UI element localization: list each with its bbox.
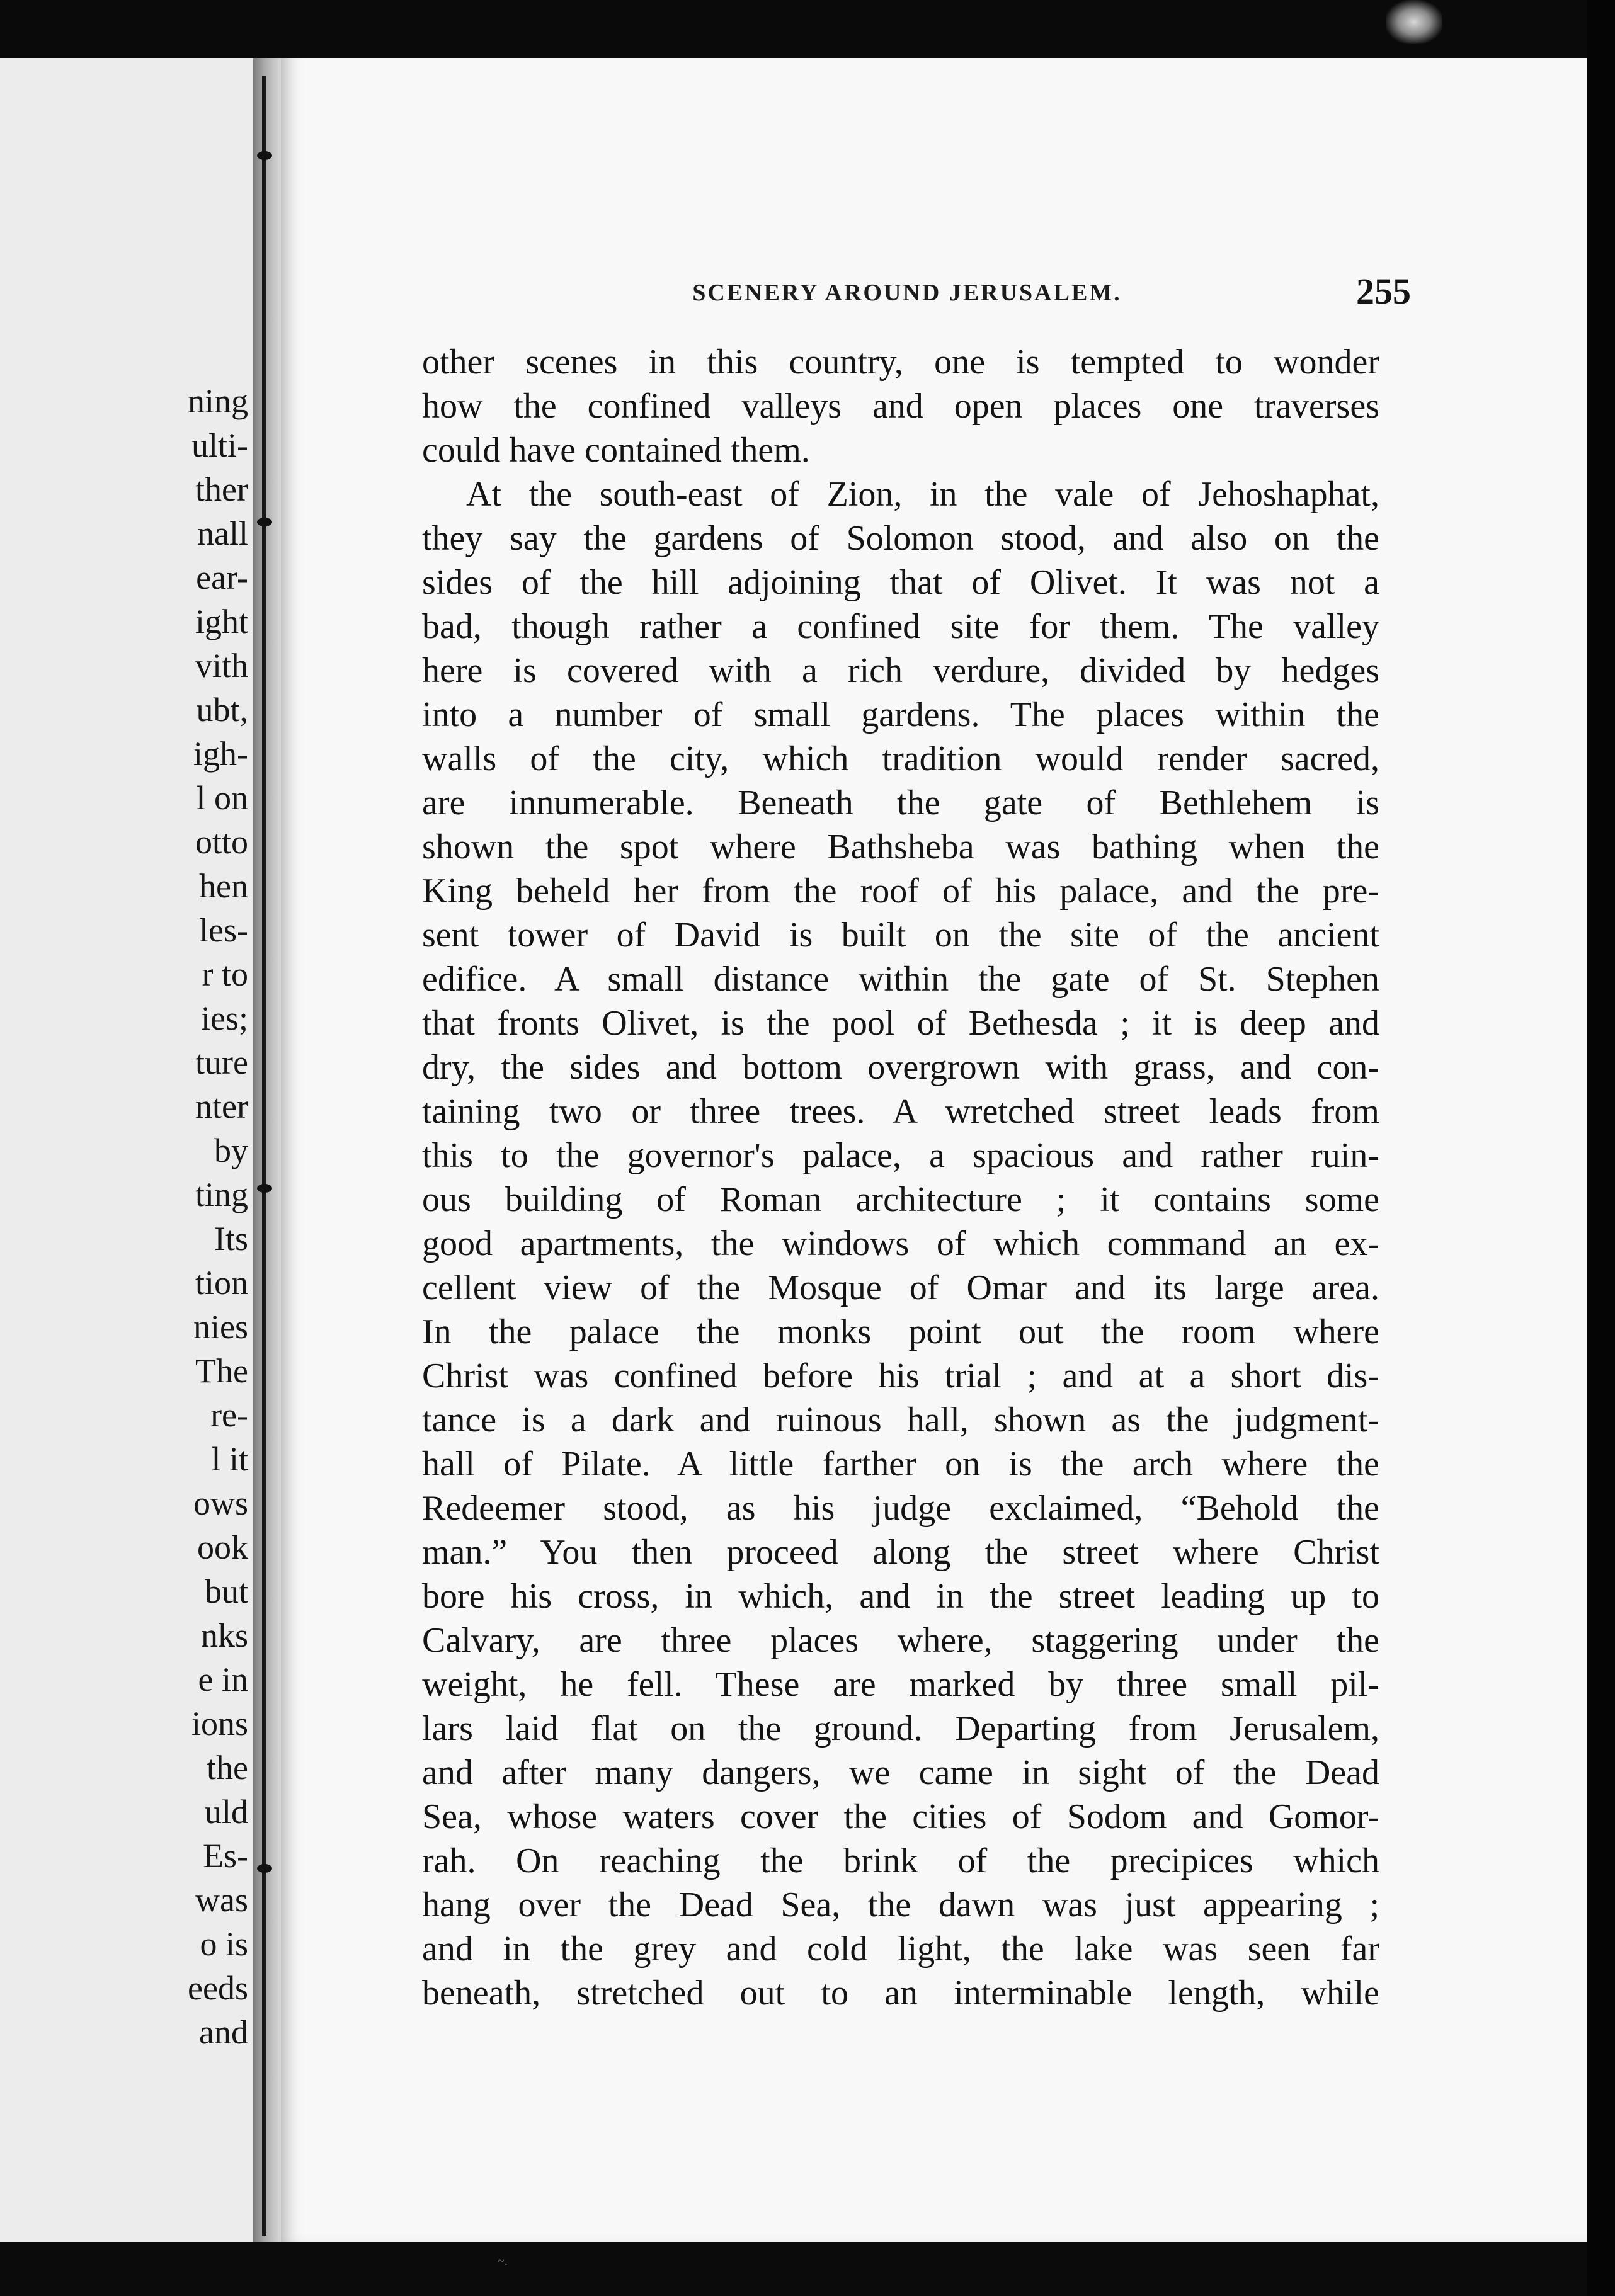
page-number: 255 [1356, 271, 1411, 312]
left-page-fragment: the [207, 1749, 248, 1787]
left-page-fragment: nks [200, 1617, 248, 1654]
left-page-fragment: eeds [188, 1969, 248, 2007]
left-page-fragment: ear- [196, 559, 248, 596]
text-line: and in the grey and cold light, the lake was seen far [422, 1929, 1379, 1969]
text-line: lars laid flat on the ground. Departing from Jerusalem, [422, 1709, 1379, 1748]
text-line: good apartments, the windows of which command an ex- [422, 1224, 1379, 1263]
left-page-fragment: and [199, 2013, 248, 2051]
gutter-binding-rule [262, 76, 266, 2236]
text-line: hang over the Dead Sea, the dawn was just appearing ; [422, 1885, 1379, 1924]
text-line: beneath, stretched out to an interminable length, while [422, 1974, 1379, 2013]
text-line: here is covered with a rich verdure, divided by hedges [422, 651, 1379, 690]
left-facing-page [0, 52, 253, 2243]
left-page-fragment: Its [214, 1220, 248, 1258]
left-page-fragment: uld [204, 1793, 248, 1831]
text-line: edifice. A small distance within the gate of St. Stephen [422, 960, 1379, 999]
scan-bottom-border [0, 2242, 1615, 2296]
text-line: ous building of Roman architecture ; it contains some [422, 1180, 1379, 1219]
text-line: King beheld her from the roof of his palace, and the pre- [422, 872, 1379, 911]
left-page-fragment: ning [187, 382, 248, 420]
text-line: cellent view of the Mosque of Omar and its large area. [422, 1268, 1379, 1307]
left-page-fragment: ther [195, 470, 248, 508]
text-line: they say the gardens of Solomon stood, and also on the [422, 519, 1379, 558]
left-page-fragment: vith [195, 647, 248, 685]
text-line: how the confined valleys and open places one traverses [422, 387, 1379, 426]
text-line: shown the spot where Bathsheba was bathing when the [422, 827, 1379, 867]
text-line: this to the governor's palace, a spacious and rather ruin- [422, 1136, 1379, 1175]
left-page-fragment: hen [199, 867, 248, 905]
scan-right-border [1587, 0, 1615, 2296]
left-page-fragment: ubt, [196, 691, 248, 729]
text-line: taining two or three trees. A wretched street leads from [422, 1092, 1379, 1131]
text-line: sent tower of David is built on the site of the ancient [422, 916, 1379, 955]
book-gutter [253, 52, 281, 2243]
bottom-scan-mark: ~. [498, 2254, 508, 2268]
left-page-line-fragments [0, 379, 253, 2092]
left-page-fragment: ies; [201, 999, 248, 1037]
left-page-fragment: nies [193, 1308, 248, 1346]
scan-glare [1386, 0, 1442, 44]
text-line: walls of the city, which tradition would render sacred, [422, 739, 1379, 778]
left-page-fragment: ions [191, 1705, 248, 1742]
binding-notch [257, 1184, 272, 1193]
left-page-fragment: but [204, 1572, 248, 1610]
text-line: are innumerable. Beneath the gate of Bethlehem is [422, 783, 1379, 822]
left-page-fragment: les- [199, 911, 248, 949]
page-body-text [422, 340, 1379, 2066]
left-page-fragment: by [214, 1132, 248, 1169]
binding-notch [257, 151, 272, 160]
left-page-fragment: r to [202, 955, 248, 993]
text-line: weight, he fell. These are marked by three small pil- [422, 1665, 1379, 1704]
left-page-fragment: Es- [203, 1837, 248, 1875]
left-page-fragment: ulti- [191, 426, 248, 464]
text-line: bore his cross, in which, and in the street leading up to [422, 1577, 1379, 1616]
left-page-fragment: igh- [193, 735, 248, 773]
left-page-fragment: ting [195, 1176, 248, 1213]
binding-notch [257, 1864, 272, 1873]
text-line: hall of Pilate. A little farther on is the arch where the [422, 1445, 1379, 1484]
text-line: could have contained them. [422, 431, 810, 470]
binding-notch [257, 518, 272, 526]
text-line: bad, though rather a confined site for them. The valley [422, 607, 1379, 646]
left-page-fragment: otto [195, 823, 248, 861]
text-line: Sea, whose waters cover the cities of Sodom and Gomor- [422, 1797, 1379, 1836]
scan-top-border [0, 0, 1615, 58]
text-line: sides of the hill adjoining that of Olivet. It was not a [422, 563, 1379, 602]
left-page-fragment: ture [195, 1043, 248, 1081]
text-line: that fronts Olivet, is the pool of Bethesda ; it is deep and [422, 1004, 1379, 1043]
left-page-fragment: The [195, 1352, 248, 1390]
text-line: In the palace the monks point out the room where [422, 1312, 1379, 1351]
text-line: rah. On reaching the brink of the precipices which [422, 1841, 1379, 1880]
text-line: Christ was confined before his trial ; and at a short dis- [422, 1356, 1379, 1395]
text-line: Redeemer stood, as his judge exclaimed, “Behold the [422, 1489, 1379, 1528]
text-line: dry, the sides and bottom overgrown with grass, and con- [422, 1048, 1379, 1087]
left-page-fragment: ook [197, 1528, 248, 1566]
text-line: At the south-east of Zion, in the vale of Jehoshaphat, [466, 475, 1379, 514]
left-page-fragment: l it [211, 1440, 248, 1478]
left-page-fragment: o is [200, 1925, 248, 1963]
text-line: into a number of small gardens. The places within the [422, 695, 1379, 734]
left-page-fragment: tion [195, 1264, 248, 1302]
running-head: SCENERY AROUND JERUSALEM. [692, 280, 1122, 306]
left-page-fragment: ight [195, 603, 248, 640]
left-page-fragment: was [195, 1881, 248, 1919]
text-line: Calvary, are three places where, staggering under the [422, 1621, 1379, 1660]
left-page-fragment: nall [197, 514, 248, 552]
text-line: man.” You then proceed along the street where Christ [422, 1533, 1379, 1572]
text-line: and after many dangers, we came in sight of the Dead [422, 1753, 1379, 1792]
left-page-fragment: nter [195, 1088, 248, 1125]
text-line: other scenes in this country, one is tempted to wonder [422, 343, 1379, 382]
left-page-fragment: re- [210, 1396, 248, 1434]
left-page-fragment: e in [198, 1661, 248, 1698]
left-page-fragment: l on [196, 779, 248, 817]
left-page-fragment: ows [193, 1484, 248, 1522]
text-line: tance is a dark and ruinous hall, shown as the judgment- [422, 1401, 1379, 1440]
